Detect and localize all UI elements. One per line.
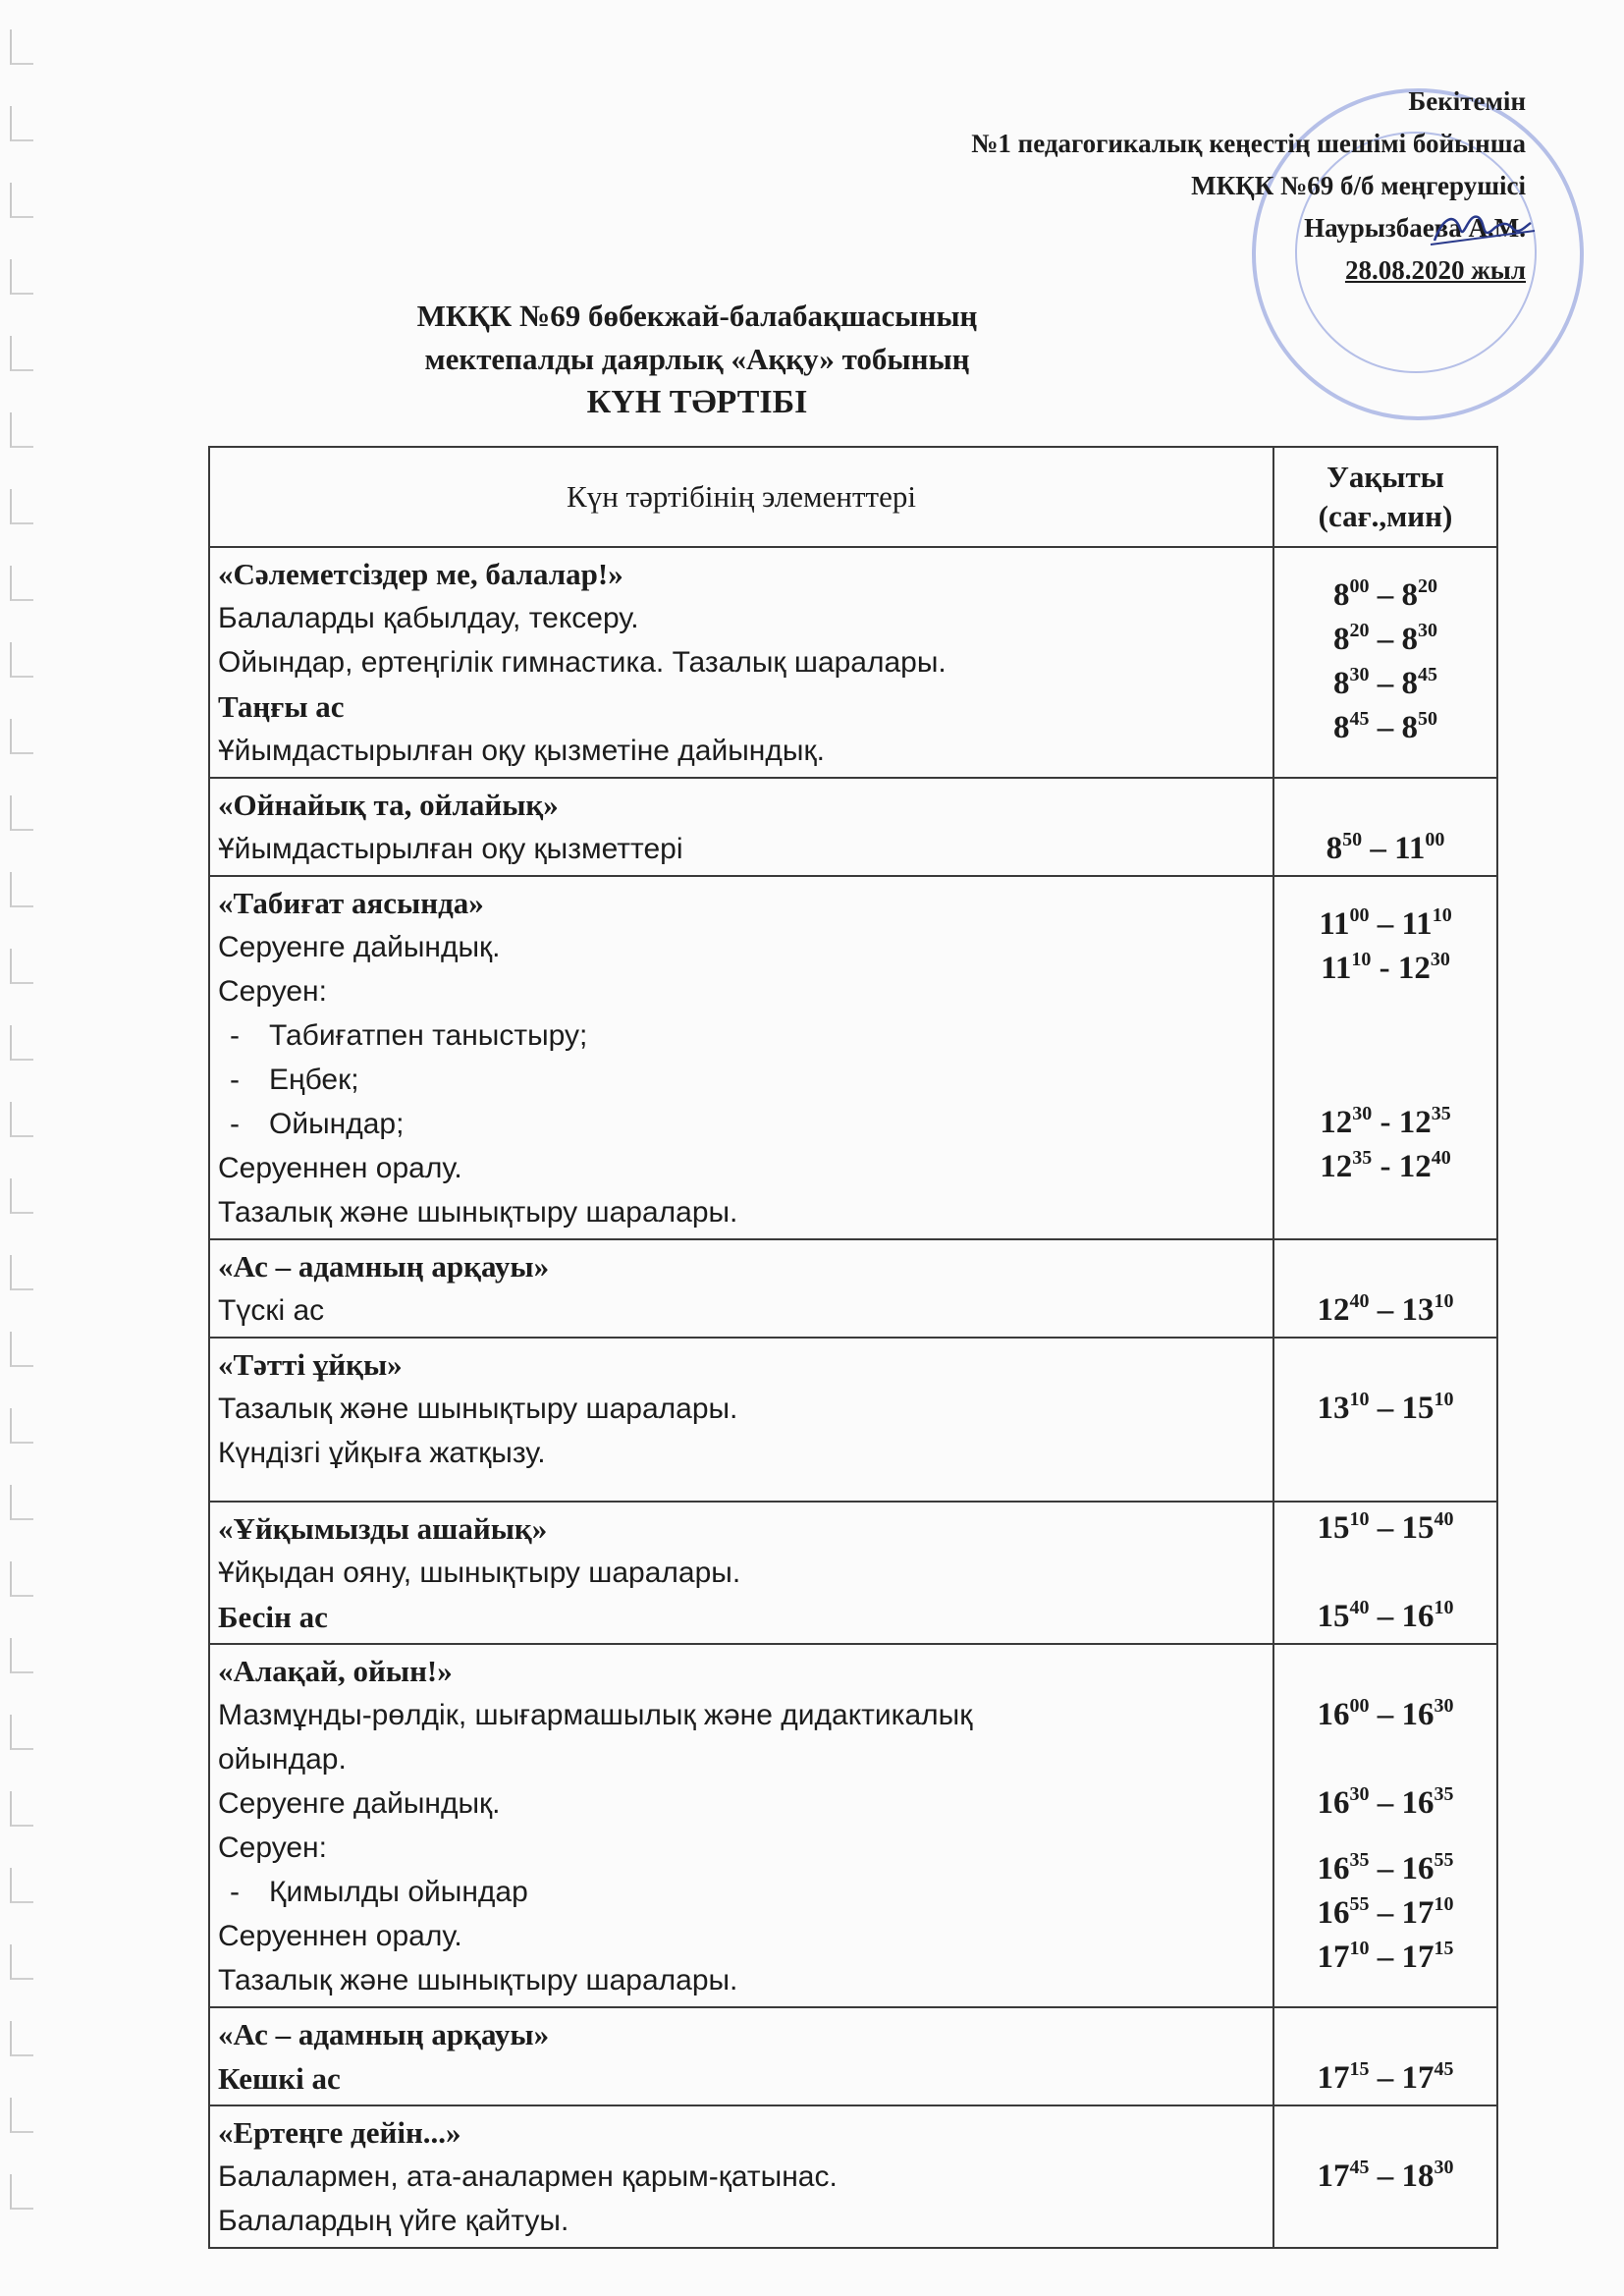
time-cell: [1273, 876, 1497, 1239]
time-range: $12^{40} - 13^{10}$: [1317, 1290, 1454, 1328]
approval-date: 28.08.2020 жыл: [1344, 255, 1526, 285]
time-cell: [1273, 2007, 1497, 2105]
activity-item: Кешкі ас: [218, 2061, 341, 2096]
header-elements: Күн тәртібінің элементтері: [209, 447, 1273, 547]
approval-line-2: №1 педагогикалық кеңестің шешімі бойынша: [971, 129, 1526, 158]
time-range: $16^{30} - 16^{35}$: [1317, 1783, 1454, 1821]
activity-cell: [209, 1644, 1273, 2007]
approval-line-4: Наурызбаева А.М.: [1304, 213, 1526, 243]
activity-item: Ұйымдастырылған оқу қызметтері: [218, 833, 683, 865]
section-title: «Ойнайық та, ойлайық»: [218, 788, 559, 822]
activity-item: Бесін ас: [218, 1600, 328, 1634]
table-row: [209, 778, 1497, 876]
header-time-line-1: Уақыты: [1326, 460, 1444, 494]
time-range: $12^{35} - 12^{40}$: [1320, 1147, 1451, 1184]
activity-item: Мазмұнды-рөлдік, шығармашылық және дидактикалық: [218, 1699, 973, 1731]
activity-item: Тазалық және шынықтыру шаралары.: [218, 1393, 738, 1425]
activity-item: Ұйқыдан ояну, шынықтыру шаралары.: [218, 1557, 741, 1589]
activity-item: Ұйымдастырылған оқу қызметіне дайындық.: [218, 735, 825, 767]
time-range: $11^{10} - 12^{30}$: [1321, 949, 1450, 986]
activity-cell: [209, 1502, 1273, 1644]
activity-item: Балалармен, ата-аналармен қарым-қатынас.: [218, 2160, 838, 2193]
binding-holes: [10, 29, 39, 2249]
time-range: $16^{35} - 16^{55}$: [1317, 1849, 1454, 1886]
activity-item: Түскі ас: [218, 1294, 325, 1327]
activity-subitem: - Табиғатпен таныстыру;: [218, 1013, 1265, 1058]
activity-cell: [209, 1338, 1273, 1502]
time-range: $12^{30} - 12^{35}$: [1320, 1103, 1451, 1140]
time-cell: [1273, 1338, 1497, 1502]
title-line-3: КҮН ТӘРТІБІ: [586, 384, 808, 420]
section-title: «Ертеңге дейін...»: [218, 2115, 461, 2150]
title-line-1: МКҚК №69 бөбекжай-балабақшасының: [416, 299, 978, 333]
activity-item: Күндізгі ұйқыға жатқызу.: [218, 1437, 546, 1469]
activity-item: Серуеннен оралу.: [218, 1152, 462, 1184]
table-row: [209, 1644, 1497, 2007]
activity-item: Балалардың үйге қайтуы.: [218, 2205, 569, 2237]
section-title: «Ас – адамның арқауы»: [218, 2017, 550, 2051]
time-cell: [1273, 2105, 1497, 2248]
approval-line-1: Бекітемін: [1408, 86, 1526, 116]
header-time: [1273, 447, 1497, 547]
table-row: [209, 876, 1497, 1239]
header-time-line-2: (сағ.,мин): [1318, 499, 1453, 533]
section-title: «Тәтті ұйқы»: [218, 1347, 403, 1382]
activity-item: Тазалық және шынықтыру шаралары.: [218, 1196, 738, 1229]
table-header-row: [209, 447, 1497, 547]
activity-cell: [209, 2105, 1273, 2248]
time-range: $13^{10} - 15^{10}$: [1317, 1389, 1454, 1426]
time-range: $16^{00} - 16^{30}$: [1317, 1695, 1454, 1732]
time-range: $11^{00} - 11^{10}$: [1319, 904, 1452, 942]
activity-item: Балаларды қабылдау, тексеру.: [218, 602, 639, 634]
schedule-table: [208, 446, 1498, 2249]
time-range: $16^{55} - 17^{10}$: [1317, 1893, 1454, 1931]
section-title: «Ас – адамның арқауы»: [218, 1249, 550, 1284]
time-range: $8^{50} - 11^{00}$: [1326, 829, 1445, 866]
section-title: «Ұйқымызды ашайық»: [218, 1511, 548, 1546]
time-range: $17^{10} - 17^{15}$: [1317, 1938, 1454, 1975]
time-range: $8^{00} - 8^{20}$: [1333, 575, 1437, 613]
signature: [1429, 201, 1537, 260]
activity-item: Серуеннен оралу.: [218, 1920, 462, 1952]
time-cell: [1273, 778, 1497, 876]
activity-subitem: - Еңбек;: [218, 1058, 1265, 1102]
time-range: $15^{10} - 15^{40}$: [1317, 1508, 1454, 1546]
activity-cell: [209, 876, 1273, 1239]
activity-item: ойындар.: [218, 1743, 347, 1776]
table-row: [209, 1239, 1497, 1338]
time-cell: [1273, 1239, 1497, 1338]
activity-cell: [209, 547, 1273, 778]
table-row: [209, 2007, 1497, 2105]
activity-subitem: - Қимылды ойындар: [218, 1870, 1265, 1914]
title-line-2: мектепалды даярлық «Аққу» тобының: [424, 342, 970, 376]
time-range: $15^{40} - 16^{10}$: [1317, 1597, 1454, 1634]
activity-cell: [209, 2007, 1273, 2105]
activity-subitem: - Ойындар;: [218, 1102, 1265, 1146]
time-range: $8^{20} - 8^{30}$: [1333, 620, 1437, 657]
time-cell: [1273, 547, 1497, 778]
activity-cell: [209, 778, 1273, 876]
document-title: [206, 295, 1188, 424]
time-range: $17^{15} - 17^{45}$: [1317, 2058, 1454, 2096]
activity-item: Серуенге дайындық.: [218, 1787, 501, 1820]
time-range: $8^{45} - 8^{50}$: [1333, 708, 1437, 745]
activity-item: Таңғы ас: [218, 689, 345, 724]
activity-item: Тазалық және шынықтыру шаралары.: [218, 1964, 738, 1996]
time-cell: [1273, 1644, 1497, 2007]
approval-line-3: МКҚК №69 б/б меңгерушісі: [1191, 171, 1526, 200]
section-title: «Табиғат аясында»: [218, 886, 484, 920]
activity-item: Серуен:: [218, 975, 327, 1008]
table-row: [209, 1338, 1497, 1502]
section-title: «Алақай, ойын!»: [218, 1654, 453, 1688]
time-cell: [1273, 1502, 1497, 1644]
section-title: «Сәлеметсіздер ме, балалар!»: [218, 557, 623, 591]
time-range: $17^{45} - 18^{30}$: [1317, 2157, 1454, 2194]
activity-item: Серуен:: [218, 1831, 327, 1864]
time-range: $8^{30} - 8^{45}$: [1333, 664, 1437, 701]
table-row: [209, 1502, 1497, 1644]
activity-item: Ойындар, ертеңгілік гимнастика. Тазалық шаралары.: [218, 646, 947, 679]
table-row: [209, 547, 1497, 778]
activity-item: Серуенге дайындық.: [218, 931, 501, 963]
table-row: [209, 2105, 1497, 2248]
activity-cell: [209, 1239, 1273, 1338]
